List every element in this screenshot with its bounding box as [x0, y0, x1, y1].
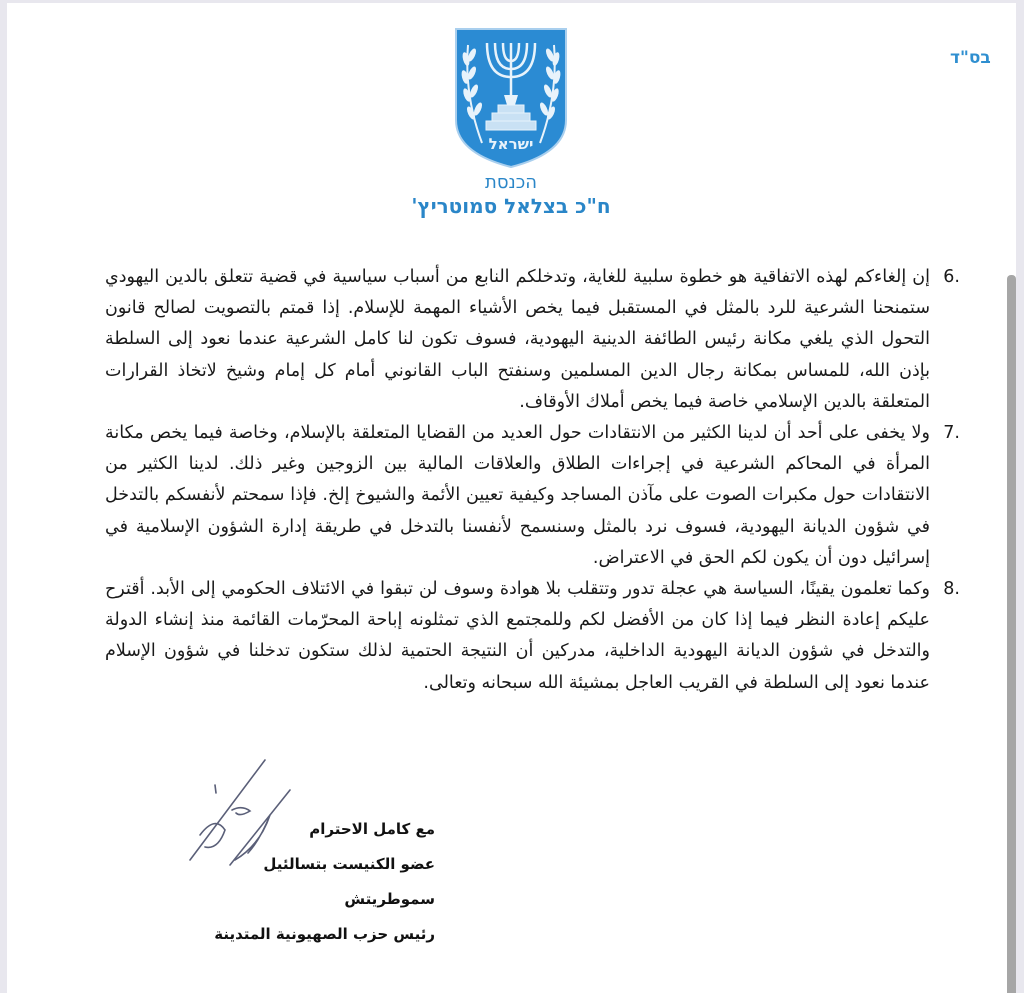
paragraph-number: 8. [943, 579, 960, 600]
paragraph-text: وكما تعلمون يقينًا، السياسة هي عجلة تدور وتتقلب بلا هوادة وسوف لن تبقوا في الائتلاف الحكومي إلى الأبد. أقترح عليكم إعادة النظر فيما إذا كان من الأفضل لكم وللمجتمع الذي تمثلونه إباحة المحرّمات القائمة منذ إنشاء الدولة والتدخل في شؤون الديانة اليهودية الداخلية، مدركين أن النتيجة الحتمية لذلك ستكون تدخلنا في شؤون الإسلام عندما نعود إلى السلطة في القريب العاجل بمشيئة الله سبحانه وتعالى. [105, 579, 930, 693]
institution-name: הכנסת [485, 172, 537, 193]
signer-role: رئيس حزب الصهيونية المتدينة [214, 925, 435, 943]
closing-block [190, 812, 435, 952]
paragraph-text: إن إلغاءكم لهذه الاتفاقية هو خطوة سلبية للغاية، وتدخلكم النابع من أسباب سياسية في قضية تتعلق بالدين اليهودي ستمنحنا الشرعية للرد بالمثل في المستقبل فيما يخص الأشياء المهمة للإسلام. إذا قمتم بالتصويت لصالح قانون التحول الذي يلغي مكانة رئيس الطائفة الدينية اليهودية، فسوف تكون لنا كامل الشرعية عندما نعود إلى السلطة بإذن الله، للمساس بمكانة رجال الدين المسلمين وسنفتح الباب القانوني أمام كل إمام وشيخ لاتخاذ القرارات المتعلقة بالدين الإسلامي خاصة فيما يخص أملاك الأوقاف. [105, 267, 930, 412]
letter-body [105, 262, 960, 699]
state-emblem-icon [452, 25, 570, 170]
paragraph-7 [105, 418, 960, 574]
paragraph-text: ولا يخفى على أحد أن لدينا الكثير من الانتقادات حول العديد من القضايا المتعلقة بالإسلام، وخاصة فيما يخص مكانة المرأة في المحاكم الشرعية في إجراءات الطلاق والعلاقات المالية بين الزوجين وغير ذلك. لدينا الكثير من الانتقادات حول مكبرات الصوت على مآذن المساجد وكيفية تعيين الأئمة والشيوخ إلخ. فإذا سمحتم لأنفسكم بالتدخل في شؤون الديانة اليهودية، فسوف نرد بالمثل وسنسمح لأنفسنا بالتدخل في طريقة إدارة الشؤون الإسلامية في إسرائيل دون أن يكون لكم الحق في الاعتراض. [105, 423, 930, 568]
paragraph-8 [105, 574, 960, 699]
paragraph-6 [105, 262, 960, 418]
paragraph-number: 6. [943, 267, 960, 287]
vertical-scrollbar[interactable] [1007, 275, 1016, 993]
signer-title: عضو الكنيست بتسالئيل سموطريتش [263, 855, 435, 908]
bsd-header: בס"ד [950, 48, 991, 68]
member-name: ח"כ בצלאל סמוטריץ' [411, 194, 611, 218]
closing-salutation: مع كامل الاحترام [309, 820, 435, 838]
emblem-label: ישראל [488, 135, 534, 153]
paragraph-number: 7. [943, 423, 960, 444]
